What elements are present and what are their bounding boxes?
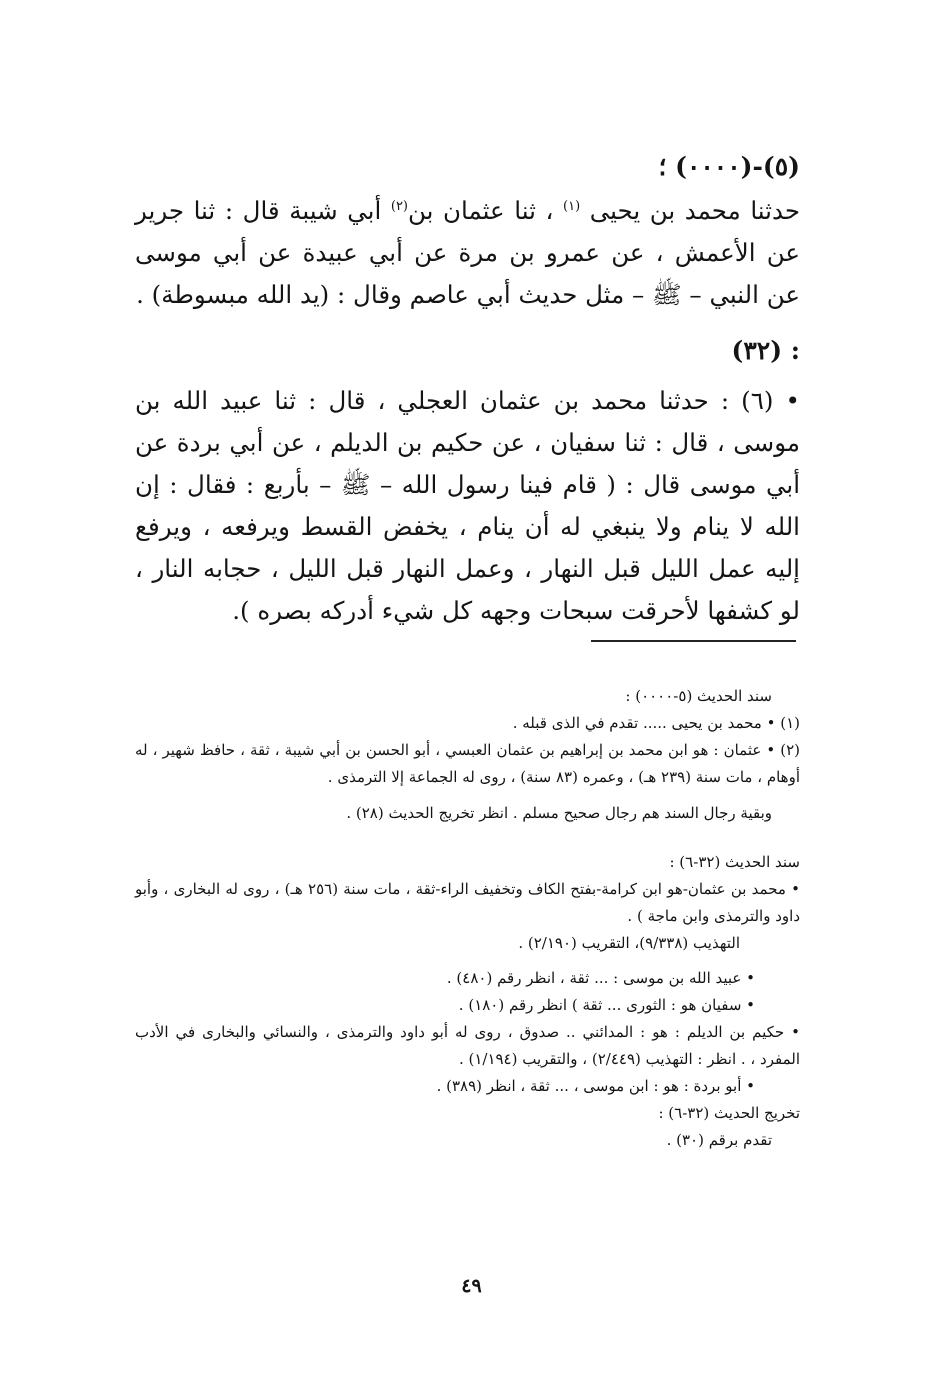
footnotes: [135, 683, 800, 1154]
footnote-narrator-muhammad: • محمد بن عثمان-هو ابن كرامة-بفتح الكاف وتخفيف الراء-ثقة ، مات سنة (٢٥٦ هـ) ، روى له البخارى ، وأبو داود والترمذى وابن ماجة ) .: [135, 880, 800, 925]
footnote-2: (٢) • عثمان : هو ابن محمد بن إبراهيم بن عثمان العبسي ، أبو الحسن بن أبي شيبة ، ثقة ، حافظ شهير ، له أوهام ، مات سنة (٢٣٩ هـ) ، وعمره (٨٣ سنة) ، روى له الجماعة إلا الترمذى .: [135, 741, 800, 786]
hadith-text-1-part-a: حدثنا محمد بن يحيى: [580, 196, 801, 225]
hadith-text-1-part-c: أبي شيبة قال : ثنا جرير عن الأعمش ، عن عمرو بن مرة عن أبي عبيدة عن أبي موسى عن النبي – ﷺ – مثل حديث أبي عاصم وقال : (يد الله مبسوطة) .: [135, 196, 800, 309]
footnote-narrator-abu-burda: • أبو بردة : هو : ابن موسى ، ... ثقة ، انظر (٣٨٩) .: [436, 1077, 755, 1095]
footnote-marker-1: (١): [563, 198, 581, 214]
footnote-remaining-narrators: وبقية رجال السند هم رجال صحيح مسلم . انظر تخريج الحديث (٢٨) .: [346, 804, 772, 822]
hadith-heading-1: (٥)-(٠٠٠٠) ؛: [658, 152, 800, 181]
footnote-takhrij-ref: تقدم برقم (٣٠) .: [666, 1131, 772, 1149]
main-text: [135, 148, 800, 632]
footnote-divider: [591, 640, 796, 642]
footnote-narrator-hakim: • حكيم بن الديلم : هو : المدائني .. صدوق ، روى له أبو داود والترمذى ، والنسائي والبخارى في الأدب المفرد ، . انظر : التهذيب (٢/٤٤٩) ، والتقريب (١/١٩٤) .: [135, 1023, 800, 1068]
takhrij-title: تخريج الحديث (٣٢-٦) :: [658, 1104, 800, 1122]
footnote-reference-tahdhib: التهذيب (٩/٣٣٨)، التقريب (٢/١٩٠) .: [518, 934, 740, 952]
footnote-narrator-sufyan: • سفيان هو : الثورى ... ثقة ) انظر رقم (١٨٠) .: [458, 996, 755, 1014]
hadith-text-2: • (٦) : حدثنا محمد بن عثمان العجلي ، قال : ثنا عبيد الله بن موسى ، قال : ثنا سفيان ، عن حكيم بن الديلم ، عن أبي بردة عن أبي موسى قال : ( قام فينا رسول الله – ﷺ – بأربع : فقال : إن الله لا ينام ولا ينبغي له أن ينام ، يخفض القسط ويرفعه ، ويرفع إليه عمل الليل قبل النهار ، وعمل النهار قبل الليل ، حجابه النار ، لو كشفها لأحرقت سبحات وجهه كل شيء أدركه بصره ).: [135, 386, 800, 625]
hadith-heading-2: : (٣٢): [731, 336, 800, 365]
sanad-title-1: سند الحديث (٥-٠٠٠٠) :: [625, 687, 772, 705]
footnote-narrator-ubaydullah: • عبيد الله بن موسى : ... ثقة ، انظر رقم (٤٨٠) .: [446, 969, 755, 987]
page-number: ٤٩: [461, 1275, 482, 1297]
hadith-text-1-part-b: ، ثنا عثمان بن: [408, 196, 563, 225]
footnote-marker-2: (٢): [390, 198, 408, 214]
sanad-title-2: سند الحديث (٣٢-٦) :: [669, 853, 800, 871]
hadith-text-1: [135, 190, 800, 316]
footnote-1: (١) • محمد بن يحيى ..... تقدم في الذى قبله .: [512, 714, 800, 732]
